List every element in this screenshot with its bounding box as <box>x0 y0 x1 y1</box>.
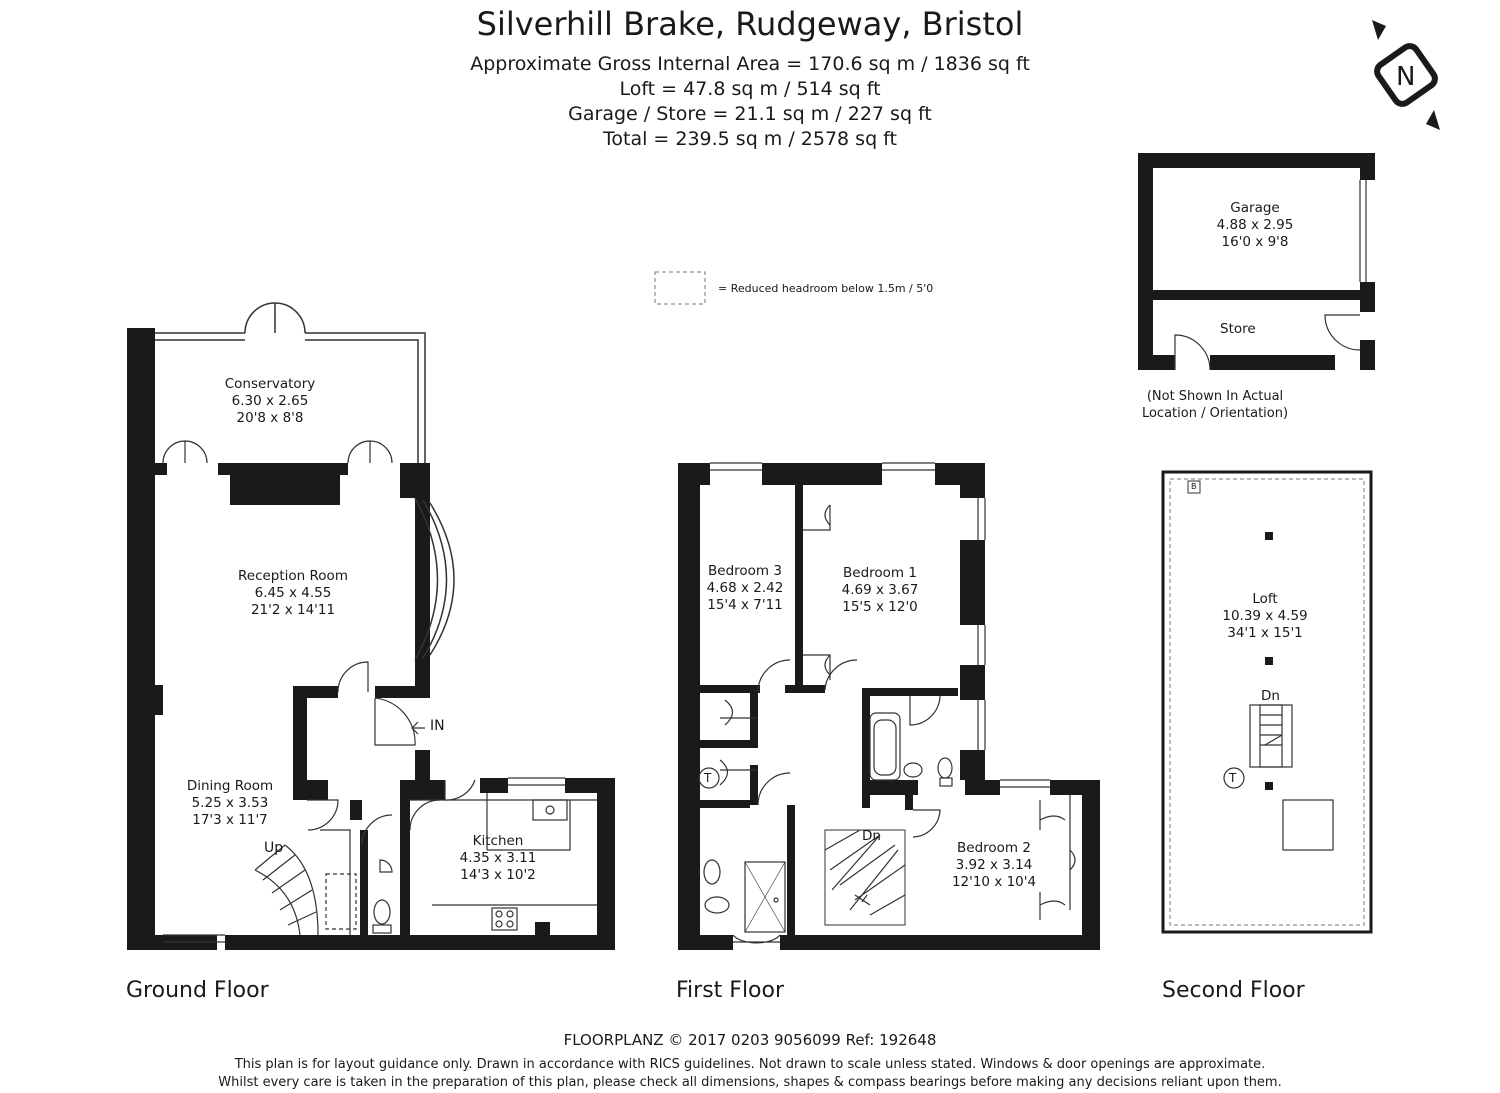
room-imperial: 21'2 x 14'11 <box>250 602 336 618</box>
stairs-up-label: Up <box>264 840 284 856</box>
room-name: Dining Room <box>186 778 274 794</box>
room-name: Reception Room <box>238 568 348 584</box>
floor-label-ground: Ground Floor <box>126 978 269 1003</box>
room-label-dining <box>160 778 300 829</box>
room-name: Loft <box>1252 591 1278 607</box>
room-label-bedroom-1 <box>825 565 935 616</box>
room-metric: 6.45 x 4.55 <box>254 585 332 601</box>
room-metric: 4.35 x 3.11 <box>459 850 537 866</box>
total-area-line: Total = 239.5 sq m / 2578 sq ft <box>603 128 897 150</box>
footer-reference: FLOORPLANZ © 2017 0203 9056099 Ref: 192648 <box>563 1031 937 1049</box>
room-imperial: 34'1 x 15'1 <box>1227 625 1303 641</box>
floor-label-second: Second Floor <box>1162 978 1305 1003</box>
floor-label-first: First Floor <box>676 978 785 1003</box>
entrance-label: IN <box>430 718 445 734</box>
garage-area-line: Garage / Store = 21.1 sq m / 227 sq ft <box>568 103 932 125</box>
room-metric: 10.39 x 4.59 <box>1222 608 1308 624</box>
room-name: Conservatory <box>224 376 316 392</box>
footer-disclaimer-2: Whilst every care is taken in the preparation of this plan, please check all dimensions, shapes & compass bearings before making any decisions reliant upon them. <box>218 1075 1282 1090</box>
room-imperial: 15'5 x 12'0 <box>842 599 918 615</box>
room-metric: 6.30 x 2.65 <box>231 393 309 409</box>
room-label-bedroom-2 <box>944 840 1044 891</box>
room-imperial: 15'4 x 7'11 <box>707 597 783 613</box>
room-imperial: 14'3 x 10'2 <box>460 867 536 883</box>
footer-disclaimer-1: This plan is for layout guidance only. Drawn in accordance with RICS guidelines. Not drawn to scale unless stated. Windows & door openings are approximate. <box>234 1057 1266 1072</box>
room-metric: 4.68 x 2.42 <box>706 580 784 596</box>
room-label-loft <box>1210 591 1320 642</box>
reduced-headroom-swatch <box>655 272 705 304</box>
room-metric: 3.92 x 3.14 <box>955 857 1033 873</box>
room-metric: 5.25 x 3.53 <box>191 795 269 811</box>
plan-title: Silverhill Brake, Rudgeway, Bristol <box>476 5 1024 43</box>
loft-stairs-down-label: Dn <box>1261 688 1280 704</box>
note-line: (Not Shown In Actual <box>1146 389 1284 404</box>
garage-location-note <box>1130 388 1300 422</box>
legend-text: = Reduced headroom below 1.5m / 5'0 <box>718 282 934 295</box>
loft-area-line: Loft = 47.8 sq m / 514 sq ft <box>619 78 881 100</box>
room-name: Bedroom 3 <box>708 563 782 579</box>
room-label-kitchen <box>448 833 548 884</box>
stairs-down-label: Dn <box>862 828 881 844</box>
room-label-store: Store <box>1220 321 1256 337</box>
tank-marker-loft: T <box>1229 771 1237 785</box>
room-metric: 4.69 x 3.67 <box>841 582 919 598</box>
gross-area-line: Approximate Gross Internal Area = 170.6 sq m / 1836 sq ft <box>470 53 1030 75</box>
room-name: Kitchen <box>472 833 524 849</box>
room-label-reception <box>213 568 373 619</box>
note-line: Location / Orientation) <box>1141 406 1289 421</box>
room-metric: 4.88 x 2.95 <box>1216 217 1294 233</box>
room-name: Bedroom 2 <box>957 840 1031 856</box>
garage-plan <box>1138 153 1375 370</box>
room-label-bedroom-3 <box>700 563 790 614</box>
room-label-garage <box>1200 200 1310 251</box>
room-name: Garage <box>1230 200 1280 216</box>
room-imperial: 12'10 x 10'4 <box>951 874 1037 890</box>
room-imperial: 16'0 x 9'8 <box>1221 234 1289 250</box>
room-imperial: 20'8 x 8'8 <box>236 410 304 426</box>
room-name: Bedroom 1 <box>843 565 917 581</box>
compass-letter: N <box>1396 62 1416 92</box>
room-imperial: 17'3 x 11'7 <box>192 812 268 828</box>
tank-marker-first: T <box>704 771 712 785</box>
boiler-marker: B <box>1191 482 1197 491</box>
room-label-conservatory <box>200 376 340 427</box>
